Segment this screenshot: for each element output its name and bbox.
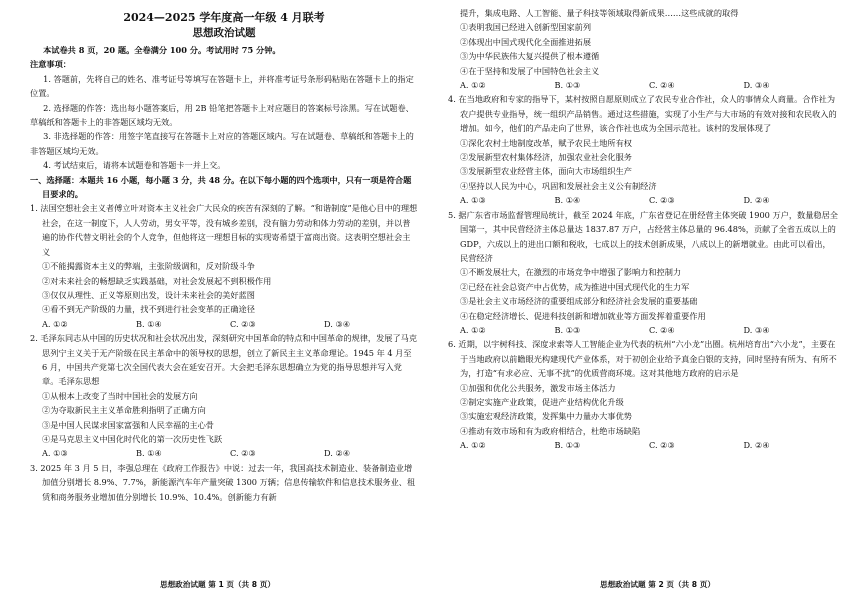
option-c: C. ②③	[649, 440, 675, 451]
question-1-item: ①不能揭露资本主义的弊端，主张阶级调和，反对阶级斗争	[42, 261, 255, 272]
question-6-stem: 6. 近期，以宇树科技、深度求索等人工智能企业为代表的杭州“六小龙”出圈。杭州培育出“六小龙”，主要在于当地政府以前瞻眼光构建现代产业体系，对于初创企业给予真金白银的支持，同时坚持有所为、有所不为，打造“有求必应、无事不扰”的优质营商环境。这对其他地方政府的启示是	[448, 339, 837, 379]
option-c: C. ②③	[230, 318, 256, 329]
exam-info: 本试卷共 8 页，20 题。全卷满分 100 分。考试用时 75 分钟。	[43, 45, 281, 55]
question-6-options	[448, 438, 838, 452]
option-b: B. ①③	[554, 80, 581, 91]
option-b: B. ①③	[554, 324, 581, 335]
question-6-item: ③实施宏观经济政策，发挥集中力量办大事优势	[460, 411, 632, 422]
page-1	[30, 6, 418, 504]
question-1-options	[30, 317, 418, 331]
option-b: B. ①④	[136, 448, 162, 459]
notice-item: 2. 选择题的作答：选出每小题答案后，用 2B 铅笔把答题卡上对应题目的答案标号涂黑。写在试题卷、草稿纸和答题卡上的非答题区域均无效。	[30, 102, 414, 128]
question-3-options	[448, 78, 838, 92]
option-a: A. ①②	[460, 80, 486, 91]
option-d: D. ③④	[743, 324, 770, 335]
question-5-item: ②已经在社会总资产中占优势，成为推进中国式现代化的生力军	[460, 281, 690, 292]
question-5-stem: 5. 据广东省市场监督管理局统计，截至 2024 年底，广东省登记在册经营主体突破 1900 万户，数量稳居全国第一，其中民营经济主体总量达 1837.87 万户，占经营主体总量的 96.48%，贡献了全省五成以上的 GDP，六成以上的进出口额和税收，七成以上的技术创新成果，八成以上的新增就业。由此可以看出，民营经济	[448, 209, 838, 263]
option-d: D. ③④	[324, 318, 351, 329]
option-b: B. ①③	[554, 440, 581, 451]
question-6-item: ②制定实施产业政策，促进产业结构优化升级	[460, 396, 624, 407]
question-5-options	[448, 323, 838, 337]
question-3-stem: 3. 2025 年 3 月 5 日，李强总理在《政府工作报告》中说：过去一年，我国高技术制造业、装备制造业增加值分别增长 8.9%、7.7%，新能源汽车年产量突破 1300 万辆；信息传输软件和信息技术服务业、租赁和商务服务业增加值分别增长 10.9%、10.4%。创新能力有新	[30, 462, 416, 502]
question-4-options	[448, 193, 838, 207]
option-a: A. ①②	[460, 324, 486, 335]
option-c: C. ②④	[649, 324, 675, 335]
option-c: C. ②③	[230, 448, 256, 459]
notice-item: 4. 考试结束后，请将本试题卷和答题卡一并上交。	[43, 160, 226, 171]
question-5-item: ④在稳定经济增长、促进科技创新和增加就业等方面发挥着重要作用	[460, 310, 706, 321]
option-a: A. ①③	[460, 195, 486, 206]
notice-item: 1. 答题前，先将自己的姓名、准考证号等填写在答题卡上，并将准考证号条形码粘贴在答题卡上的指定位置。	[30, 73, 414, 99]
question-6-item: ①加强和优化公共服务，激发市场主体活力	[460, 382, 616, 393]
page-1-footer: 思想政治试题 第 1 页（共 8 页）	[160, 579, 275, 589]
question-2-item: ④是马克思主义中国化时代化的第一次历史性飞跃	[42, 433, 223, 444]
option-a: A. ①②	[42, 318, 68, 329]
question-2-item: ②为夺取新民主主义革命胜利指明了正确方向	[42, 405, 206, 416]
question-4-item: ②发展新型农村集体经济，加强农业社会化服务	[460, 152, 632, 163]
question-2-item: ③是中国人民谋求国家富强和人民幸福的主心骨	[42, 419, 214, 430]
option-a: A. ①③	[42, 448, 68, 459]
question-2-stem: 2. 毛泽东同志从中国的历史状况和社会状况出发，深刻研究中国革命的特点和中国革命的规律，发展了马克思列宁主义关于无产阶级在民主革命中的领导权的思想，创立了新民主主义革命理论。1945 年 4 月至 6 月，中国共产党第七次全国代表大会在延安召开。大会把毛泽东思想确立为党的指导思想并写入党章。毛泽东思想	[30, 333, 418, 387]
question-3-item: ④在于坚持和发展了中国特色社会主义	[460, 65, 600, 76]
option-c: C. ②③	[649, 195, 675, 206]
question-4-item: ③发展新型农业经营主体，面向大市场组织生产	[460, 166, 632, 177]
option-d: D. ②④	[324, 448, 351, 459]
option-d: D. ②④	[743, 440, 770, 451]
question-1-item: ②对未来社会的畅想缺乏实践基础，对社会发展起不到积极作用	[42, 275, 272, 286]
question-2-item: ①从根本上改变了当时中国社会的发展方向	[42, 390, 198, 401]
question-4-stem: 4. 在当地政府和专家的指导下，某村按照自愿原则成立了农民专业合作社，众人的事情众人商量。合作社为农户提供专业指导，统一组织产品销售。通过这些措施，实现了小生产与大市场的有效对接和农民收入的增加。如今，他们的产品走向了世界，该合作社也成为全国示范社。该村的发展体现了	[448, 94, 837, 134]
question-3-item: ②体现出中国式现代化全面推进拓展	[460, 36, 592, 47]
question-3-item: ①表明我国已经进入创新型国家前列	[460, 22, 592, 33]
question-1-stem: 1. 法国空想社会主义者傅立叶对资本主义社会广大民众的疾苦有深刻的了解。“和谐制度”是他心目中的理想社会，在这一制度下，人人劳动，男女平等，没有城乡差别，没有脑力劳动和体力劳动的差别，并以普遍的协作代替文明社会的个人竞争，但他将这一理想目标的实现寄希望于富商出资。这表明空想社会主义	[30, 203, 418, 257]
question-3-stem-cont: 提升，集成电路、人工智能、量子科技等领域取得新成果……这些成就的取得	[460, 8, 739, 18]
question-4-item: ①深化农村土地制度改革，赋予农民土地所有权	[460, 137, 632, 148]
option-a: A. ①②	[460, 440, 486, 451]
question-2-options	[30, 446, 418, 460]
question-1-item: ③仅仅从理性、正义等原则出发，设计未来社会的美好蓝图	[42, 289, 255, 300]
notice-item: 3. 非选择题的作答：用签字笔直接写在答题卡上对应的答题区域内。写在试题卷、草稿纸和答题卡上的非答题区域均无效。	[30, 131, 414, 156]
option-d: D. ③④	[743, 80, 770, 91]
question-4-item: ④坚持以人民为中心，巩固和发展社会主义公有制经济	[460, 180, 657, 191]
question-5-item: ①不断发展壮大，在激烈的市场竞争中增强了影响力和控制力	[460, 267, 682, 278]
exam-title: 2024—2025 学年度高一年级 4 月联考	[123, 11, 325, 24]
question-5-item: ③是社会主义市场经济的重要组成部分和经济社会发展的重要基础	[460, 296, 698, 307]
option-b: B. ①④	[554, 195, 581, 206]
page-2	[448, 6, 838, 453]
option-c: C. ②④	[649, 80, 675, 91]
option-d: D. ②④	[743, 195, 770, 206]
notice-heading: 注意事项：	[30, 59, 71, 70]
exam-subject: 思想政治试题	[192, 27, 256, 39]
option-b: B. ①④	[136, 318, 162, 329]
question-3-item: ③为中华民族伟大复兴提供了根本遵循	[460, 51, 600, 62]
question-6-item: ④推动有效市场和有为政府相结合，杜绝市场缺陷	[460, 425, 641, 436]
page-2-footer: 思想政治试题 第 2 页（共 8 页）	[600, 579, 715, 589]
section-heading: 一、选择题：本题共 16 小题，每小题 3 分，共 48 分。在以下每小题的四个选项中，只有一项是符合题目要求的。	[30, 174, 412, 200]
question-1-item: ④看不到无产阶级的力量，找不到进行社会变革的正确途径	[42, 304, 255, 315]
